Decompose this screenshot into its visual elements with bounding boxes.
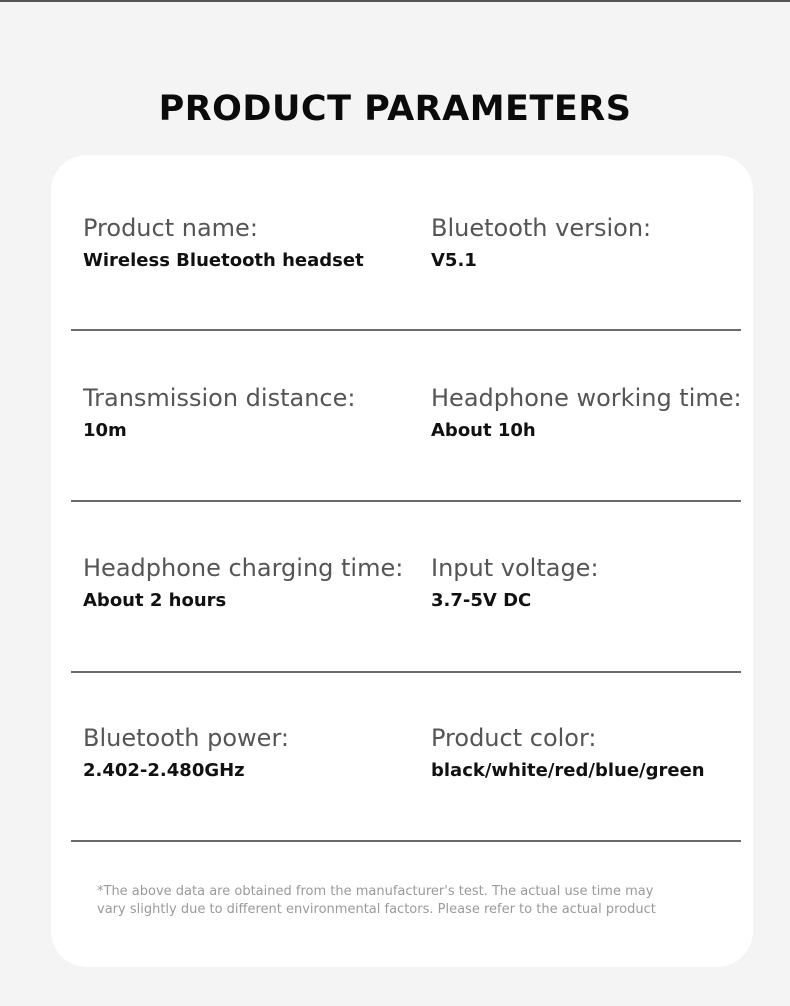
param-label: Headphone working time: [431,384,742,412]
param-row [51,665,753,835]
param-cell [83,383,355,443]
param-value: V5.1 [431,250,477,271]
footnote-line: vary slightly due to different environmental factors. Please refer to the actual product [97,902,656,917]
param-cell [431,723,705,783]
param-label: Input voltage: [431,554,599,582]
parameters-card [51,155,753,967]
page-title: PRODUCT PARAMETERS [158,89,632,130]
param-label: Bluetooth version: [431,214,652,242]
disclaimer-footnote [97,883,737,919]
param-value: 2.402-2.480GHz [83,760,245,781]
param-value: About 2 hours [83,590,227,611]
top-border [0,0,790,2]
param-cell [431,383,742,443]
param-cell [83,553,403,613]
param-row [51,325,753,495]
param-label: Headphone charging time: [83,554,404,582]
param-row [51,495,753,665]
param-label: Bluetooth power: [83,724,289,752]
param-cell [431,213,651,273]
param-cell [83,213,364,273]
param-value: Wireless Bluetooth headset [83,250,364,271]
param-cell [431,553,599,613]
param-row [51,155,753,325]
row-divider [71,840,741,842]
param-label: Transmission distance: [83,384,356,412]
param-value: 10m [83,420,127,441]
param-value: black/white/red/blue/green [431,760,705,781]
param-value: About 10h [431,420,536,441]
footnote-line: *The above data are obtained from the manufacturer's test. The actual use time may [97,884,654,899]
param-label: Product color: [431,724,597,752]
param-value: 3.7-5V DC [431,590,532,611]
param-label: Product name: [83,214,258,242]
param-cell [83,723,289,783]
